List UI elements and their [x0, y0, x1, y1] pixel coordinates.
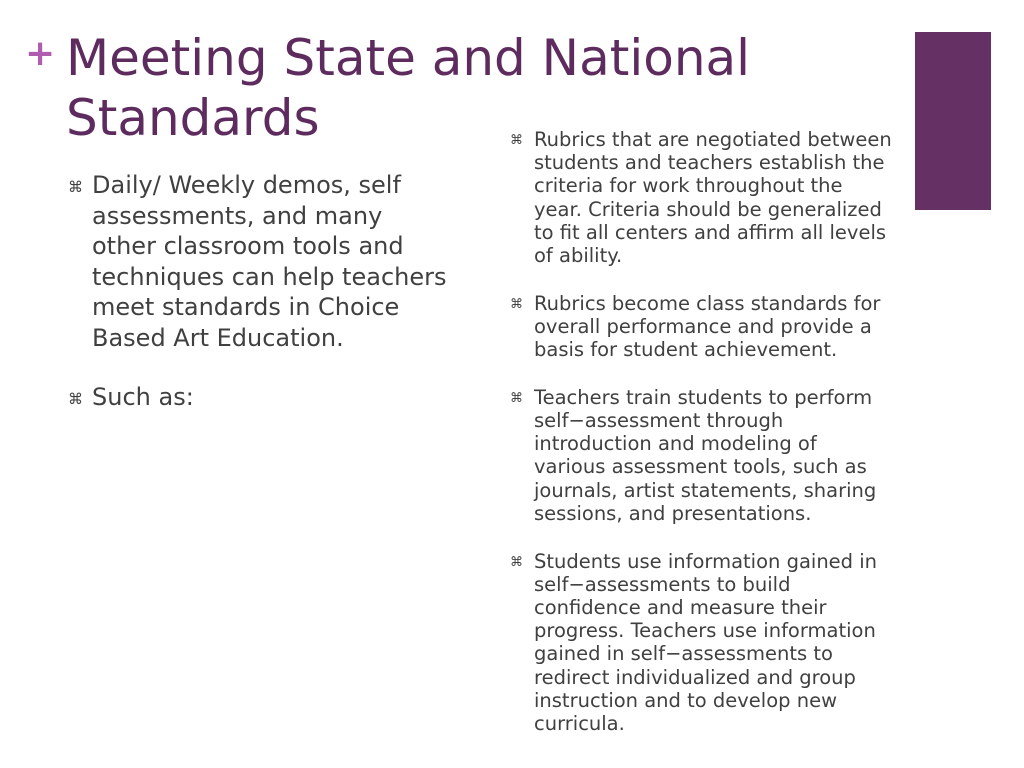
command-bullet-icon: ⌘ — [68, 178, 83, 196]
bullet-text: Such as: — [92, 382, 194, 411]
list-item — [510, 385, 894, 525]
left-bullet-list — [68, 170, 452, 440]
list-item — [510, 128, 894, 268]
list-item — [68, 382, 452, 413]
bullet-text: Students use information gained in self−assessments to build confidence and measure their progress. Teachers use information gained in self−assessments to redirect individualized and group instruction and to develop new curricula. — [534, 549, 878, 735]
command-bullet-icon: ⌘ — [68, 389, 83, 408]
command-bullet-icon: ⌘ — [510, 390, 523, 406]
right-bullet-list — [510, 128, 894, 760]
bullet-text: Rubrics that are negotiated between students and teachers establish the criteria for work throughout the year. Criteria should be generalized to fit all centers and affirm all levels of ability. — [534, 128, 892, 268]
list-item — [68, 170, 452, 354]
slide-title: Meeting State and National Standards — [66, 29, 751, 147]
bullet-text: Daily/ Weekly demos, self assessments, and many other classroom tools and techniques can help teachers meet standards in Choice Based Art Education. — [92, 171, 447, 352]
command-bullet-icon: ⌘ — [510, 554, 523, 570]
list-item — [510, 291, 894, 362]
plus-icon: + — [25, 33, 56, 74]
list-item — [510, 549, 894, 736]
command-bullet-icon: ⌘ — [510, 133, 523, 148]
accent-bar — [915, 32, 991, 210]
command-bullet-icon: ⌘ — [510, 296, 523, 312]
bullet-text: Rubrics become class standards for overall performance and provide a basis for student achievement. — [534, 291, 881, 362]
bullet-text: Teachers train students to perform self−assessment through introduction and modeling of various assessment tools, such as journals, artist statements, sharing sessions, and presentations. — [534, 385, 877, 525]
